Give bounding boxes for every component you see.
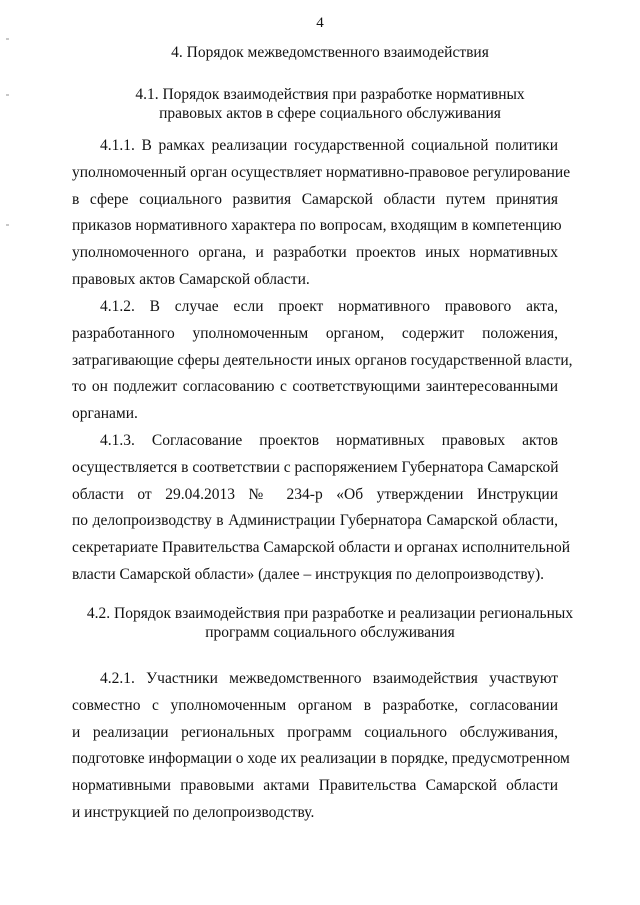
scan-artifact <box>6 94 9 96</box>
paragraph-line: 4.1.3. Согласование проектов нормативных правовых актов <box>100 432 558 449</box>
scan-artifact <box>6 38 9 40</box>
paragraph-line: осуществляется в соответствии с распоряжением Губернатора Самарской <box>72 458 559 476</box>
subsection-4-2-title-line: 4.2. Порядок взаимодействия при разработке и реализации региональных <box>86 605 574 622</box>
paragraph-line: подготовке информации о ходе их реализации в порядке, предусмотренном <box>72 750 570 768</box>
paragraph-line: в сфере социального развития Самарской области путем принятия <box>72 190 558 208</box>
paragraph-line: разработанного уполномоченным органом, содержит положения, <box>72 324 558 342</box>
subsection-4-2-title <box>60 604 600 642</box>
page-number: 4 <box>316 15 324 31</box>
paragraph-line: и инструкцией по делопроизводству. <box>72 803 315 821</box>
subsection-4-1-title-line: правовых актов в сфере социального обслуживания <box>159 105 501 122</box>
subsection-4-1-title <box>60 85 600 123</box>
paragraph-line: приказов нормативного характера по вопросам, входящим в компетенцию <box>72 217 562 235</box>
paragraph-line: 4.2.1. Участники межведомственного взаимодействия участвуют <box>100 670 558 687</box>
paragraph-4-1-1 <box>72 133 571 294</box>
paragraph-4-2-1 <box>72 666 570 827</box>
paragraph-line: и реализации региональных программ социального обслуживания, <box>72 723 558 741</box>
paragraph-line: то он подлежит согласованию с соответствующими заинтересованными <box>72 378 558 396</box>
paragraph-line: совместно с уполномоченным органом в разработке, согласовании <box>72 696 558 714</box>
subsection-4-1-title-line: 4.1. Порядок взаимодействия при разработке нормативных <box>135 86 525 103</box>
subsection-4-2-title-line: программ социального обслуживания <box>205 624 455 641</box>
paragraph-line: затрагивающие сферы деятельности иных органов государственной власти, <box>72 351 573 369</box>
paragraph-line: уполномоченного органа, и разработки проектов иных нормативных <box>72 244 558 262</box>
paragraph-line: по делопроизводству в Администрации Губернатора Самарской области, <box>72 512 558 530</box>
paragraph-line: нормативными правовыми актами Правительства Самарской области <box>72 777 558 795</box>
paragraph-4-1-2 <box>72 294 573 428</box>
paragraph-line: 4.1.1. В рамках реализации государственной социальной политики <box>100 137 558 154</box>
section-title: 4. Порядок межведомственного взаимодействия <box>171 44 489 61</box>
paragraph-line: 4.1.2. В случае если проект нормативного правового акта, <box>100 298 558 315</box>
paragraph-line: органами. <box>72 405 138 423</box>
paragraph-line: области от 29.04.2013 № 234-р «Об утверждении Инструкции <box>72 485 558 503</box>
paragraph-line: власти Самарской области» (далее – инструкция по делопроизводству). <box>72 565 545 583</box>
paragraph-line: секретариате Правительства Самарской области и органах исполнительной <box>72 539 571 557</box>
paragraph-4-1-3 <box>72 428 571 589</box>
paragraph-line: уполномоченный орган осуществляет нормативно-правовое регулирование <box>72 163 571 181</box>
scan-artifact <box>6 224 9 226</box>
paragraph-line: правовых актов Самарской области. <box>72 270 310 288</box>
